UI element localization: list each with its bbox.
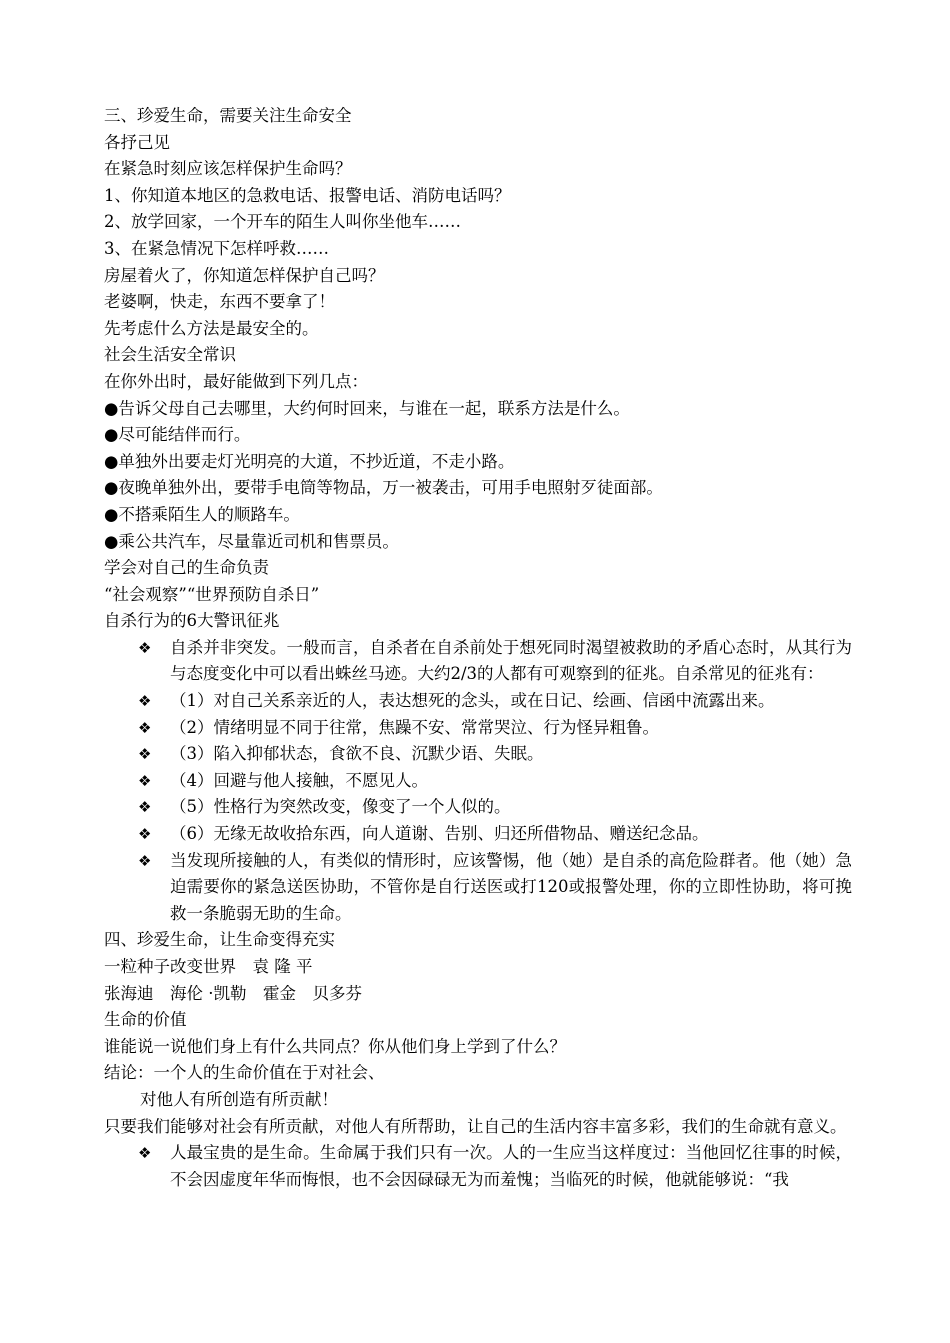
- list-item: [104, 794, 852, 821]
- list-item-text: 当发现所接触的人，有类似的情形时，应该警惕，他（她）是自杀的高危险群者。他（她）急迫需要你的紧急送医协助，不管你是自行送医或打120或报警处理，你的立即性协助，将可挽救一条脆弱无助的生命。: [170, 850, 852, 923]
- list-item-text: 自杀并非突发。一般而言，自杀者在自杀前处于想死同时渴望被救助的矛盾心态时，从其行为与态度变化中可以看出蛛丝马迹。大约2/3的人都有可观察到的征兆。自杀常见的征兆有：: [170, 637, 852, 684]
- list-item: [104, 635, 852, 688]
- text-line: 在你外出时，最好能做到下列几点：: [104, 371, 368, 391]
- text-line: 社会生活安全常识: [104, 345, 236, 365]
- document-page: [104, 103, 852, 1193]
- conclusion-continuation: 对他人有所创造有所贡献！: [140, 1089, 338, 1109]
- text-line: 1、你知道本地区的急救电话、报警电话、消防电话吗？: [104, 185, 511, 205]
- diamond-bullet-icon: ❖: [138, 1144, 152, 1163]
- diamond-bullet-icon: ❖: [138, 638, 152, 657]
- section-safety: [104, 103, 852, 635]
- text-line: 结论：一个人的生命价值在于对社会、: [104, 1063, 385, 1083]
- text-line: 张海迪 海伦 ·凯勒 霍金 贝多芬: [104, 983, 362, 1003]
- list-item-text: （3）陷入抑郁状态，食欲不良、沉默少语、失眠。: [170, 744, 544, 764]
- text-line: ●告诉父母自己去哪里，大约何时回来，与谁在一起，联系方法是什么。: [104, 398, 630, 418]
- text-line: 各抒己见: [104, 132, 170, 152]
- text-line: 在紧急时刻应该怎样保护生命吗？: [104, 159, 352, 179]
- text-line: 学会对自己的生命负责: [104, 558, 269, 578]
- quote-list: [104, 1140, 852, 1193]
- list-item-text: （2）情绪明显不同于往常，焦躁不安、常常哭泣、行为怪异粗鲁。: [170, 717, 659, 737]
- text-line: 三、珍爱生命，需要关注生命安全: [104, 106, 352, 125]
- list-item-text: 人最宝贵的是生命。生命属于我们只有一次。人的一生应当这样度过：当他回忆往事的时候，不会因虚度年华而悔恨，也不会因碌碌无为而羞愧；当临死的时候，他就能够说：“我: [170, 1143, 852, 1189]
- text-line: 一粒种子改变世界 袁 隆 平: [104, 957, 313, 976]
- diamond-bullet-icon: ❖: [138, 692, 152, 711]
- text-line: ●尽可能结伴而行。: [104, 425, 251, 445]
- list-item: [104, 741, 852, 768]
- text-line: 先考虑什么方法是最安全的。: [104, 318, 319, 338]
- text-line: “社会观察”“世界预防自杀日”: [104, 584, 320, 604]
- diamond-bullet-icon: ❖: [138, 771, 152, 790]
- text-line: 生命的价值: [104, 1010, 187, 1030]
- list-item-text: （4）回避与他人接触，不愿见人。: [170, 770, 428, 790]
- text-line: ●乘公共汽车，尽量靠近司机和售票员。: [104, 531, 399, 551]
- list-item: [104, 848, 852, 928]
- list-item-text: （5）性格行为突然改变，像变了一个人似的。: [170, 797, 511, 817]
- list-item-text: （6）无缘无故收拾东西，向人道谢、告别、归还所借物品、赠送纪念品。: [170, 824, 709, 844]
- text-line: ●不搭乘陌生人的顺路车。: [104, 504, 300, 524]
- text-line: 3、在紧急情况下怎样呼救……: [104, 238, 329, 258]
- diamond-bullet-icon: ❖: [138, 851, 152, 870]
- diamond-bullet-icon: ❖: [138, 745, 152, 764]
- list-item: [104, 1140, 852, 1193]
- list-item: [104, 688, 852, 715]
- text-line: 房屋着火了，你知道怎样保护自己吗？: [104, 265, 385, 285]
- text-line: 自杀行为的6大警讯征兆: [104, 611, 280, 631]
- diamond-bullet-icon: ❖: [138, 825, 152, 844]
- text-line: 老婆啊，快走，东西不要拿了！: [104, 292, 335, 312]
- section-enrich-life: [104, 927, 852, 1087]
- text-line: ●夜晚单独外出，要带手电筒等物品，万一被袭击，可用手电照射歹徒面部。: [104, 478, 663, 498]
- text-line: 2、放学回家，一个开车的陌生人叫你坐他车……: [104, 212, 461, 232]
- list-item: [104, 821, 852, 848]
- text-line: 谁能说一说他们身上有什么共同点？你从他们身上学到了什么？: [104, 1036, 566, 1056]
- list-item: [104, 715, 852, 742]
- list-item-text: （1）对自己关系亲近的人，表达想死的念头，或在日记、绘画、信函中流露出来。: [170, 691, 775, 711]
- diamond-bullet-icon: ❖: [138, 798, 152, 817]
- list-item: [104, 768, 852, 795]
- diamond-bullet-icon: ❖: [138, 718, 152, 737]
- suicide-warning-list: [104, 635, 852, 928]
- text-line: 四、珍爱生命，让生命变得充实: [104, 930, 335, 950]
- body-paragraph: 只要我们能够对社会有所贡献，对他人有所帮助，让自己的生活内容丰富多彩，我们的生命就有意义。: [104, 1116, 847, 1136]
- text-line: ●单独外出要走灯光明亮的大道，不抄近道，不走小路。: [104, 451, 515, 471]
